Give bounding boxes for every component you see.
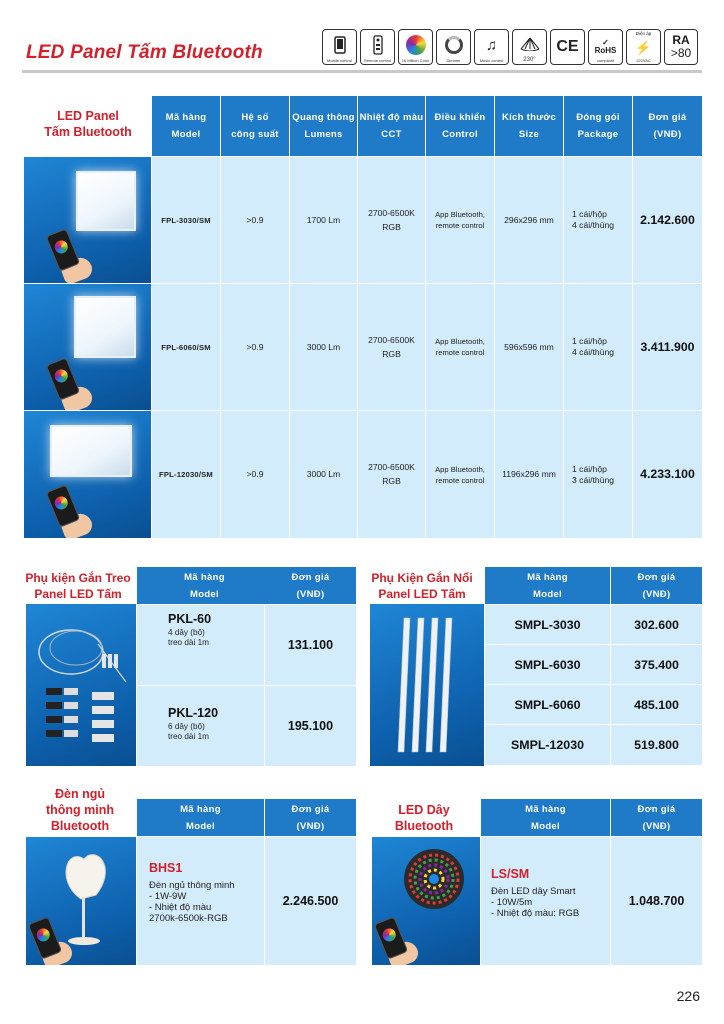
led-strip-col-model: Mã hàng Model	[481, 799, 610, 836]
surface-kit-price-3: 485.100	[611, 685, 702, 724]
color-wheel-icon: 16 Million Color	[398, 29, 433, 65]
table-row-2-package: 1 cái/hộp 4 cái/thùng	[564, 284, 632, 410]
feature-icon-bar	[322, 29, 698, 65]
table-row-3-pf: >0.9	[221, 411, 289, 538]
hanging-kit-item-2: PKL-120 6 dây (bộ) treo dài 1m	[137, 686, 264, 766]
hanging-kit-price-1: 131.100	[265, 605, 356, 685]
led-strip-item: LS/SM Đèn LED dây Smart - 10W/5m - Nhiệt độ màu: RGB	[481, 837, 610, 965]
led-strip-label: LED Dây Bluetooth	[394, 803, 454, 833]
col-header-size: Kích thước Size	[495, 96, 563, 156]
ra-badge: RA >80	[664, 29, 698, 65]
product-image-fpl-3030	[24, 157, 151, 283]
voltage-icon: Điện áp ⚡ 220VAC	[626, 29, 661, 65]
col-header-control: Điều khiển Control	[426, 96, 494, 156]
table-row-2-lumens: 3000 Lm	[290, 284, 357, 410]
table-row-3-package: 1 cái/hộp 3 cái/thùng	[564, 411, 632, 538]
table-row-2-model: FPL-6060/SM	[152, 284, 220, 410]
led-strip-col-price: Đơn giá (VNĐ)	[611, 799, 702, 836]
title-divider	[22, 70, 702, 73]
night-lamp-price: 2.246.500	[265, 837, 356, 965]
table-row-1-control: App Bluetooth, remote control	[426, 157, 494, 283]
col-header-model: Mã hàng Model	[152, 96, 220, 156]
surface-kit-item-1: SMPL-3030	[485, 605, 610, 644]
surface-kit-label: Phụ Kiện Gắn Nổi Panel LED Tấm	[371, 571, 473, 601]
surface-kit-image	[370, 604, 484, 766]
surface-kit-price-2: 375.400	[611, 645, 702, 684]
product-image-fpl-6060	[24, 284, 151, 410]
table-row-2-size: 596x596 mm	[495, 284, 563, 410]
page-title: LED Panel Tấm Bluetooth	[26, 42, 263, 63]
mobile-phone-icon: Mobile control	[322, 29, 357, 65]
table-row-1-package: 1 cái/hộp 4 cái/thùng	[564, 157, 632, 283]
surface-kit-item-2: SMPL-6030	[485, 645, 610, 684]
night-lamp-item: BHS1 Đèn ngủ thông minh - 1W-9W - Nhiệt độ màu 2700k-6500k-RGB	[137, 837, 264, 965]
led-strip-image	[372, 837, 480, 965]
surface-kit-col-model: Mã hàng Model	[485, 567, 610, 604]
surface-kit-price-1: 302.600	[611, 605, 702, 644]
beam-angle-icon: 230°	[512, 29, 547, 65]
table-row-1-model: FPL-3030/SM	[152, 157, 220, 283]
hanging-kit-col-price: Đơn giá (VNĐ)	[265, 567, 356, 604]
table-row-1-cct: 2700-6500K RGB	[358, 157, 425, 283]
table-row-2-cct: 2700-6500K RGB	[358, 284, 425, 410]
table-row-3-lumens: 3000 Lm	[290, 411, 357, 538]
surface-kit-price-4: 519.800	[611, 725, 702, 765]
hanging-kit-price-2: 195.100	[265, 686, 356, 766]
table-row-1-price: 2.142.600	[633, 157, 702, 283]
surface-kit-col-price: Đơn giá (VNĐ)	[611, 567, 702, 604]
col-header-power-factor: Hệ số công suất	[221, 96, 289, 156]
night-lamp-col-price: Đơn giá (VNĐ)	[265, 799, 356, 836]
hanging-kit-item-1: PKL-60 4 dây (bộ) treo dài 1m	[137, 605, 264, 685]
page-number: 226	[676, 988, 700, 1004]
surface-kit-item-4: SMPL-12030	[485, 725, 610, 765]
col-header-lumens: Quang thông Lumens	[290, 96, 357, 156]
table-row-2-pf: >0.9	[221, 284, 289, 410]
night-lamp-label: Đèn ngủ thông minh Bluetooth	[45, 787, 115, 833]
col-header-price: Đơn giá (VNĐ)	[633, 96, 702, 156]
table-row-1-pf: >0.9	[221, 157, 289, 283]
music-note-icon: ♫ Music control	[474, 29, 509, 65]
main-section-label: LED Panel Tấm Bluetooth	[44, 109, 132, 139]
table-row-3-model: FPL-12030/SM	[152, 411, 220, 538]
surface-kit-item-3: SMPL-6060	[485, 685, 610, 724]
table-row-3-price: 4.233.100	[633, 411, 702, 538]
table-row-2-control: App Bluetooth, remote control	[426, 284, 494, 410]
night-lamp-col-model: Mã hàng Model	[137, 799, 264, 836]
table-row-2-price: 3.411.900	[633, 284, 702, 410]
table-row-3-cct: 2700-6500K RGB	[358, 411, 425, 538]
night-lamp-image	[26, 837, 136, 965]
ce-mark-icon: CE	[550, 29, 585, 65]
table-row-3-control: App Bluetooth, remote control	[426, 411, 494, 538]
col-header-package: Đóng gói Package	[564, 96, 632, 156]
product-image-fpl-12030	[24, 411, 151, 538]
hanging-kit-col-model: Mã hàng Model	[137, 567, 272, 604]
table-row-1-lumens: 1700 Lm	[290, 157, 357, 283]
rohs-icon: ✓ RoHS compliant	[588, 29, 623, 65]
table-row-3-size: 1196x296 mm	[495, 411, 563, 538]
col-header-cct: Nhiệt độ màu CCT	[358, 96, 425, 156]
dimmer-ring-icon: Dimmer	[436, 29, 471, 65]
hanging-kit-image	[26, 604, 136, 766]
hanging-kit-label: Phụ kiện Gắn Treo Panel LED Tấm	[25, 571, 131, 601]
remote-control-icon: Remote control	[360, 29, 395, 65]
table-row-1-size: 296x296 mm	[495, 157, 563, 283]
led-strip-price: 1.048.700	[611, 837, 702, 965]
